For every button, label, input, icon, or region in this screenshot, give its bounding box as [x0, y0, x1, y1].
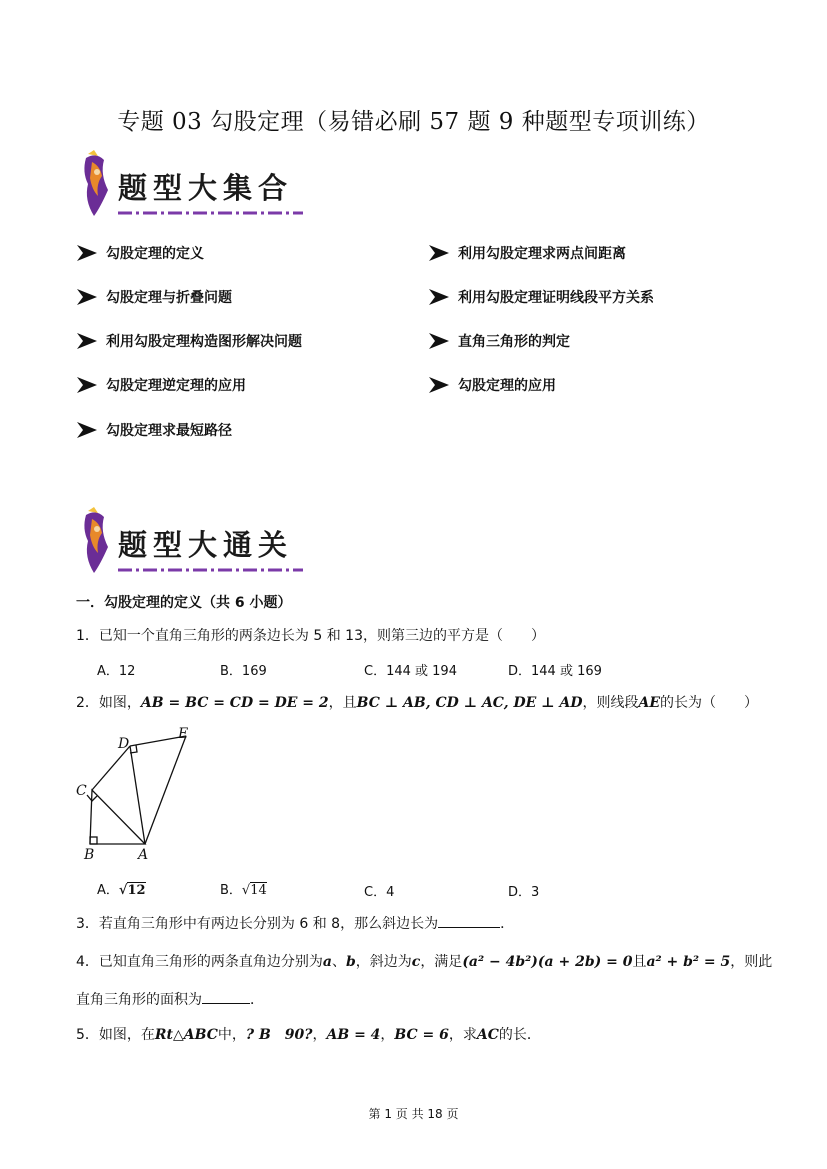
banner-title: 题型大集合 [118, 171, 294, 205]
q5-ac: AC [476, 1027, 499, 1043]
label-e: E [178, 726, 189, 742]
section-heading: 一．勾股定理的定义（共 6 小题） [76, 595, 292, 611]
topic-label: 勾股定理逆定理的应用 [106, 378, 246, 394]
topic-label: 勾股定理的定义 [106, 246, 204, 262]
banner-title: 题型大通关 [118, 528, 294, 562]
topic-label: 勾股定理求最短路径 [106, 423, 232, 439]
q1-option-d[interactable]: D．144 或 169 [508, 664, 602, 679]
segment-cd [92, 746, 130, 790]
q2-option-a[interactable]: A．√12 [97, 883, 146, 898]
topic-item[interactable] [76, 287, 232, 307]
segment-da [130, 746, 145, 844]
sqrt-value: 14 [250, 883, 267, 898]
arrow-bullet-icon [428, 332, 450, 350]
q2-math-equal-sides: AB = BC = CD = DE = 2 [140, 695, 329, 711]
label-c: C [76, 783, 87, 799]
topic-item[interactable] [428, 331, 570, 351]
q3-text: 3．若直角三角形中有两边长分别为 6 和 8，那么斜边长为 [76, 916, 439, 932]
var-b: b [345, 954, 356, 970]
arrow-bullet-icon [428, 376, 450, 394]
q2-text: 的长为（ ） [660, 695, 759, 711]
q1-option-a[interactable]: A．12 [97, 664, 136, 679]
q5-ab: AB = 4 [326, 1027, 381, 1043]
q1-option-c[interactable]: C．144 或 194 [364, 664, 457, 679]
right-angle-b [90, 837, 97, 844]
q2-text: 2．如图， [76, 695, 141, 711]
topic-item[interactable] [76, 331, 302, 351]
section-banner-practice [78, 507, 308, 577]
arrow-bullet-icon [76, 332, 98, 350]
arrow-bullet-icon [76, 421, 98, 439]
question-2 [76, 692, 758, 712]
q4-equation-2: a² + b² = 5 [646, 954, 731, 970]
segment-ea [145, 736, 186, 844]
q1-option-b[interactable]: B．169 [220, 664, 267, 679]
arrow-bullet-icon [76, 288, 98, 306]
topic-label: 勾股定理与折叠问题 [106, 290, 232, 306]
topic-item[interactable] [428, 287, 654, 307]
question-3: 3．若直角三角形中有两边长分别为 6 和 8，那么斜边长为 ． [76, 913, 514, 933]
page-footer: 第 1 页 共 18 页 [368, 1107, 459, 1121]
topic-label: 勾股定理的应用 [458, 378, 556, 394]
q2-option-d[interactable]: D．3 [508, 885, 540, 900]
topic-label: 直角三角形的判定 [458, 334, 570, 350]
var-a: a [322, 954, 332, 970]
arrow-bullet-icon [76, 244, 98, 262]
q2-geometry-figure [70, 722, 200, 864]
topic-item[interactable] [76, 243, 204, 263]
page-title: 专题 03 勾股定理（易错必刷 57 题 9 种题型专项训练） [117, 109, 710, 135]
topic-label: 利用勾股定理构造图形解决问题 [106, 334, 302, 350]
q2-math-ae: AE [638, 695, 661, 711]
arrow-bullet-icon [428, 244, 450, 262]
answer-blank[interactable] [438, 913, 500, 928]
arrow-bullet-icon [428, 288, 450, 306]
q5-bc: BC = 6 [394, 1027, 449, 1043]
topic-item[interactable] [428, 375, 556, 395]
q2-text: ，则线段 [582, 695, 639, 711]
answer-blank[interactable] [202, 989, 250, 1004]
question-4-line-2: 直角三角形的面积为 ． [76, 989, 264, 1009]
label-d: D [118, 736, 130, 752]
label-a: A [138, 847, 149, 863]
topic-item[interactable] [76, 375, 246, 395]
q5-triangle: Rt△ABC [154, 1027, 218, 1043]
var-c: c [411, 954, 421, 970]
topic-label: 利用勾股定理证明线段平方关系 [458, 290, 654, 306]
arrow-bullet-icon [76, 376, 98, 394]
q2-text: ，且 [328, 695, 357, 711]
question-4: 4．已知直角三角形的两条直角边分别为a、b，斜边为c，满足(a² − 4b²)(a + 2b) = 0且a² + b² = 5，则此 [76, 954, 773, 970]
label-b: B [84, 847, 95, 863]
question-5: 5．如图，在Rt△ABC中，? B 90?，AB = 4，BC = 6，求AC的长． [76, 1027, 541, 1043]
q4-equation-1: (a² − 4b²)(a + 2b) = 0 [462, 954, 633, 970]
sqrt-value: 12 [127, 883, 146, 898]
triangle-abc [90, 790, 145, 844]
question-1: 1．已知一个直角三角形的两条边长为 5 和 13，则第三边的平方是（ ） [76, 628, 545, 644]
topic-label: 利用勾股定理求两点间距离 [458, 246, 626, 262]
q5-angle: ? B 90? [245, 1027, 313, 1043]
q2-option-c[interactable]: C．4 [364, 885, 395, 900]
section-banner-collection [78, 150, 308, 220]
q2-option-b[interactable]: B．√14 [220, 883, 267, 898]
q2-math-perpendiculars: BC ⊥ AB, CD ⊥ AC, DE ⊥ AD [356, 695, 583, 711]
topic-item[interactable] [76, 420, 232, 440]
topic-item[interactable] [428, 243, 626, 263]
